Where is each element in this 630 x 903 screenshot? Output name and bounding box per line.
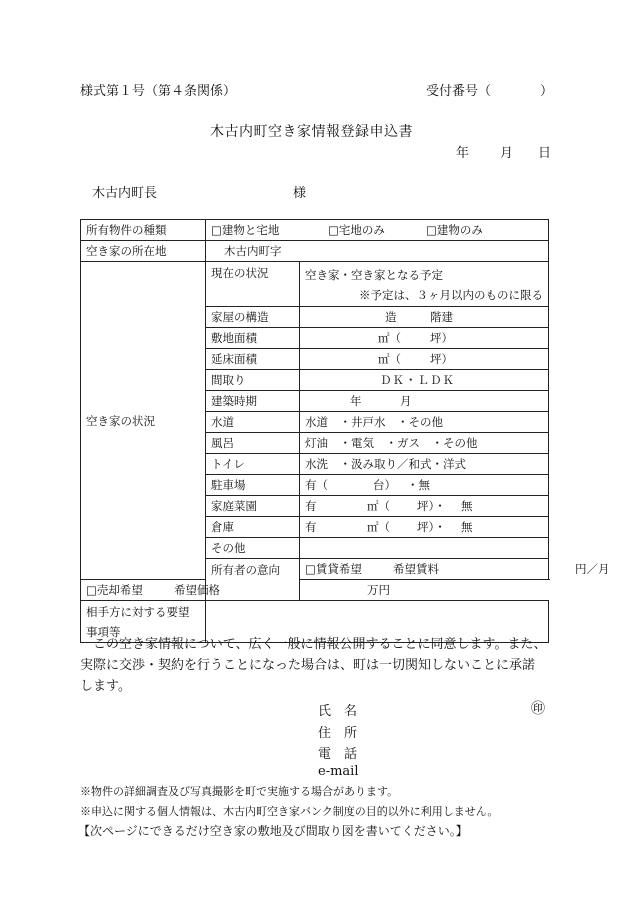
floor-area-label: 延床面積	[206, 349, 300, 370]
rent-option[interactable]: □賃貸希望	[305, 562, 362, 576]
sale-unit: 万円	[367, 583, 390, 597]
floor-area-sqm: ㎡（	[378, 352, 401, 366]
layout-label: 間取り	[206, 370, 300, 391]
bath-value[interactable]: 灯油 ・電気 ・ガス ・その他	[300, 433, 549, 454]
consent-line-3: します。	[80, 679, 131, 694]
current-status-label: 現在の状況	[206, 262, 300, 307]
reception-number-close: ）	[540, 84, 554, 99]
rent-value[interactable]	[300, 559, 610, 580]
form-number: 様式第１号（第４条関係）	[80, 84, 237, 99]
date-day: 日	[538, 146, 552, 161]
parking-label: 駐車場	[206, 475, 300, 496]
built-value[interactable]	[300, 391, 549, 412]
built-month: 月	[400, 394, 412, 408]
storage-sqm: ㎡（	[367, 520, 390, 534]
garden-tsubo: 坪）・	[417, 499, 446, 513]
seal-mark: ㊞	[531, 701, 545, 717]
land-area-tsubo: 坪）	[430, 331, 453, 345]
water-value[interactable]: 水道 ・井戸水 ・その他	[300, 412, 549, 433]
signature-name-label: 氏 名	[318, 704, 358, 719]
land-area-label: 敷地面積	[206, 328, 300, 349]
storage-no: 無	[461, 520, 473, 534]
parking-no: ・無	[407, 478, 430, 492]
note-inspection: ※物件の詳細調査及び写真撮影を町で実施する場合があります。	[80, 785, 399, 798]
structure-unit-type: 造	[385, 310, 397, 324]
parking-value[interactable]	[300, 475, 549, 496]
built-year: 年	[350, 394, 362, 408]
reception-number-label: 受付番号（	[426, 84, 492, 99]
storage-label: 倉庫	[206, 517, 300, 538]
signature-address-label: 住 所	[318, 726, 358, 741]
floor-area-value[interactable]	[300, 349, 549, 370]
location-row	[81, 241, 549, 262]
current-status-note: ※予定は、３ヶ月以内のものに限る	[359, 288, 543, 302]
structure-label: 家屋の構造	[206, 307, 300, 328]
registration-form-table	[80, 219, 610, 643]
built-label: 建築時期	[206, 391, 300, 412]
location-value[interactable]: 木古内町字	[206, 241, 549, 262]
structure-unit-floors: 階建	[430, 310, 453, 324]
layout-options: ＤＫ・ＬＤＫ	[380, 373, 455, 387]
garden-label: 家庭菜園	[206, 496, 300, 517]
requests-label-line1: 相手方に対する要望	[86, 604, 190, 619]
parking-count-unit: 台）	[373, 478, 396, 492]
land-area-value[interactable]	[300, 328, 549, 349]
garden-yes: 有	[305, 499, 317, 513]
garden-no: 無	[461, 499, 473, 513]
intention-label: 所有者の意向	[206, 559, 300, 601]
consent-paragraph	[80, 634, 550, 697]
layout-value[interactable]	[300, 370, 549, 391]
sale-row	[81, 580, 549, 601]
storage-yes: 有	[305, 520, 317, 534]
signature-phone-label: 電 話	[318, 747, 358, 762]
floor-area-tsubo: 坪）	[430, 352, 453, 366]
rent-price-label: 希望賃料	[393, 562, 439, 576]
storage-tsubo: 坪）・	[417, 520, 446, 534]
property-type-options	[206, 220, 549, 241]
garden-sqm: ㎡（	[367, 499, 390, 513]
property-type-label: 所有物件の種類	[81, 220, 206, 241]
toilet-label: トイレ	[206, 454, 300, 475]
property-type-row	[81, 220, 549, 241]
current-status-row	[81, 262, 549, 307]
current-status-options: 空き家・空き家となる予定	[305, 268, 443, 282]
parking-yes: 有（	[305, 478, 328, 492]
date-month: 月	[500, 146, 514, 161]
toilet-value[interactable]: 水洗 ・汲み取り／和式・洋式	[300, 454, 549, 475]
structure-value[interactable]	[300, 307, 549, 328]
consent-line-1: この空き家情報について、広く一般に情報公開することに同意します。また、	[93, 637, 547, 652]
current-status-value[interactable]	[300, 262, 549, 307]
status-label: 空き家の状況	[81, 262, 206, 580]
sale-option[interactable]: □売却希望	[86, 583, 143, 597]
water-label: 水道	[206, 412, 300, 433]
requests-label-line2: 事項等	[86, 624, 121, 639]
document-title: 木古内町空き家情報登録申込書	[210, 124, 413, 140]
consent-line-2: 実際に交渉・契約を行うことになった場合は、町は一切関知しないことに承諾	[80, 658, 536, 673]
other-value[interactable]	[300, 538, 549, 559]
rent-unit: 円／月	[575, 562, 610, 576]
date-year: 年	[456, 146, 470, 161]
sale-price-label: 希望価格	[174, 583, 220, 597]
honorific: 様	[293, 186, 307, 201]
signature-email-label: e-mail	[318, 764, 359, 779]
other-label: その他	[206, 538, 300, 559]
option-land-only[interactable]: □宅地のみ	[328, 223, 385, 237]
garden-value[interactable]	[300, 496, 549, 517]
addressee: 木古内町長	[92, 186, 158, 201]
sale-value[interactable]	[81, 580, 390, 601]
note-privacy: ※申込に関する個人情報は、木古内町空き家バンク制度の目的以外に利用しません。	[80, 805, 499, 818]
storage-value[interactable]	[300, 517, 549, 538]
note-next-page: 【次ページにできるだけ空き家の敷地及び間取り図を書いてください。】	[78, 824, 468, 838]
option-building-and-land[interactable]: □建物と宅地	[211, 223, 280, 237]
land-area-sqm: ㎡（	[378, 331, 401, 345]
location-label: 空き家の所在地	[81, 241, 206, 262]
bath-label: 風呂	[206, 433, 300, 454]
option-building-only[interactable]: □建物のみ	[426, 223, 483, 237]
